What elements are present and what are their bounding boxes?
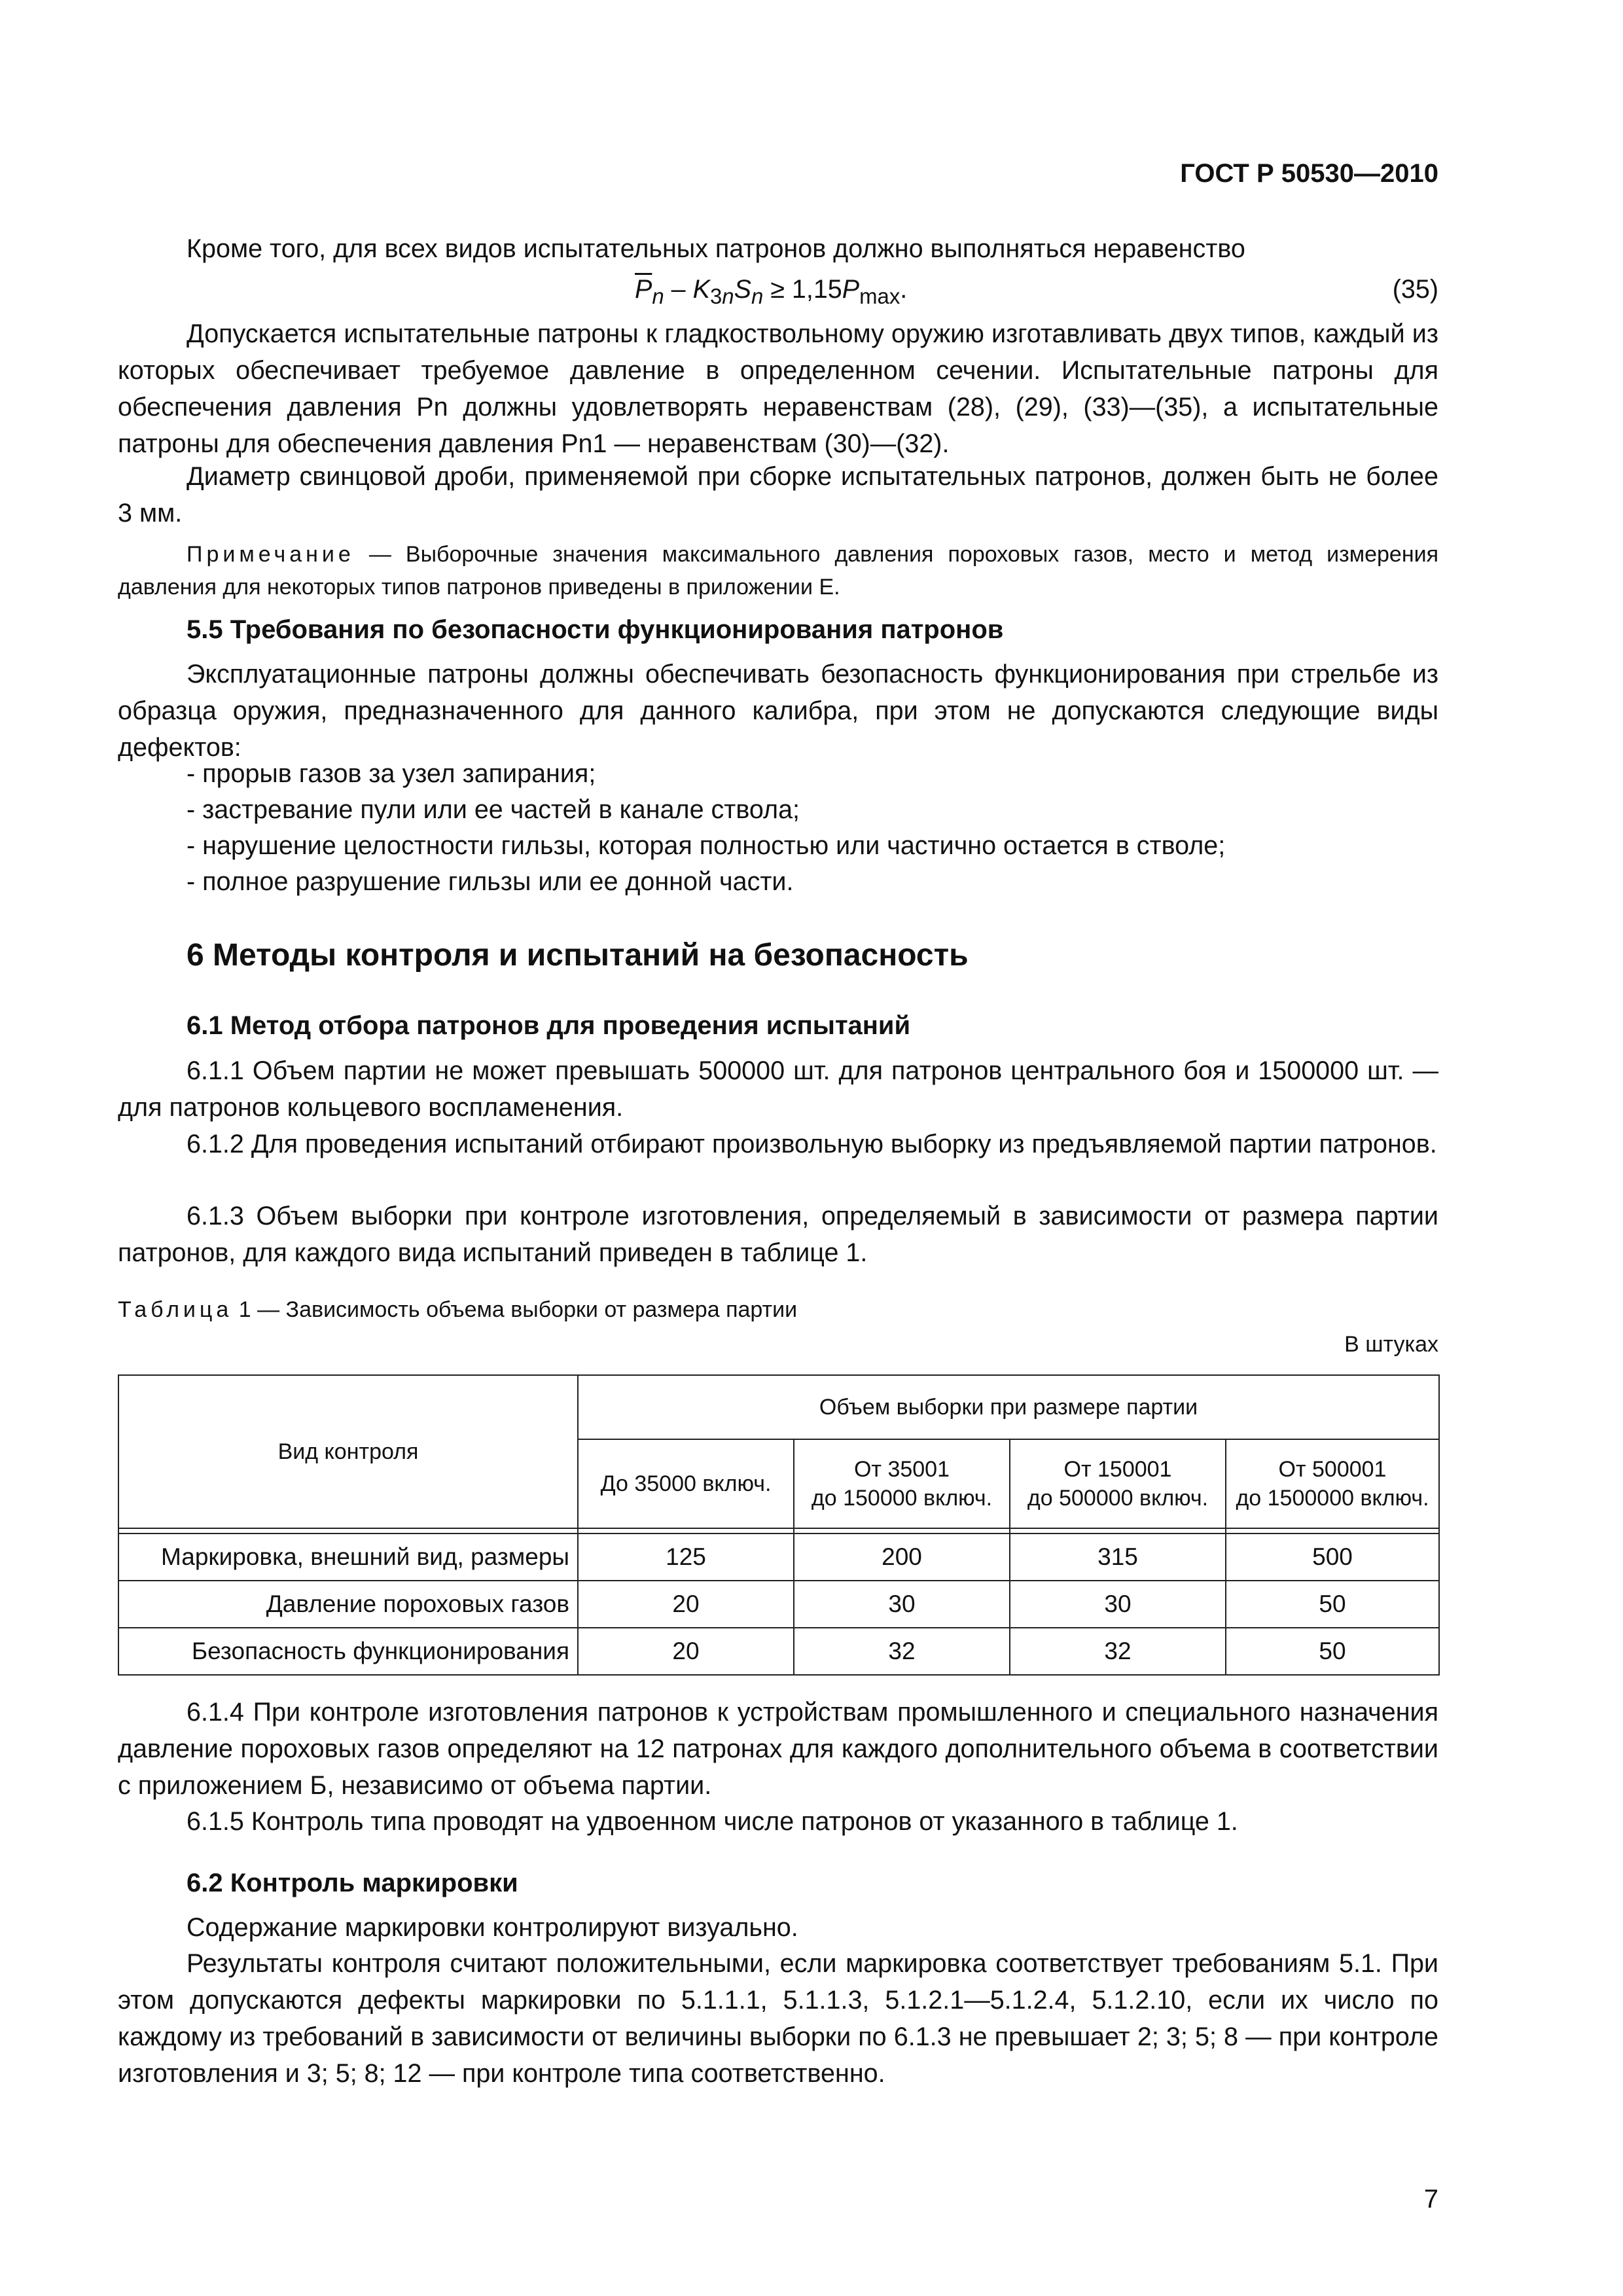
column-header-line: до 150000 включ. [811, 1486, 993, 1511]
column-header-kind: Вид контроля [118, 1375, 578, 1528]
column-header [794, 1439, 1010, 1528]
table-cell: 200 [794, 1534, 1010, 1581]
column-header [1010, 1439, 1226, 1528]
formula-35 [118, 275, 1438, 312]
section-6-heading: 6 Методы контроля и испытаний на безопасность [187, 938, 969, 973]
row-label: Давление пороховых газов [118, 1581, 578, 1628]
table-cell: 30 [794, 1581, 1010, 1628]
table-cell: 315 [1010, 1534, 1226, 1581]
column-header-line: От 500001 [1278, 1457, 1387, 1482]
paragraph-6-1-2: 6.1.2 Для проведения испытаний отбирают произвольную выборку из предъявляемой партии патронов. [187, 1130, 1437, 1158]
table-row [118, 1581, 1439, 1628]
section-5-5-paragraph: Эксплуатационные патроны должны обеспечивать безопасность функционирования при стрельбе из образца оружия, предназначенного для данного калибра, при этом не допускаются следующие виды дефектов: [118, 660, 1438, 762]
table-row [118, 1628, 1439, 1675]
column-header-line: до 1500000 включ. [1236, 1486, 1429, 1511]
table-caption [118, 1297, 797, 1323]
table-caption-label: Таблица [118, 1297, 233, 1322]
defect-item: - застревание пули или ее частей в канале ствола; [187, 795, 800, 824]
table-row [118, 1534, 1439, 1581]
note-label: Примечание [187, 542, 355, 567]
section-5-5-heading: 5.5 Требования по безопасности функционирования патронов [187, 615, 1004, 644]
note-text: — Выборочные значения максимального давления пороховых газов, место и метод измерения давления для некоторых типов патронов приведены в приложении Е. [118, 542, 1438, 600]
page-number: 7 [1423, 2185, 1438, 2214]
table-caption-text: 1 — Зависимость объема выборки от размера партии [232, 1297, 798, 1322]
table-1 [118, 1374, 1440, 1676]
types-paragraph: Допускается испытательные патроны к гладкоствольному оружию изготавливать двух типов, каждый из которых обеспечивает требуемое давление в определенном сечении. Испытательные патроны для обеспечения давления Pn должны удовлетворять неравенствам (28), (29), (33)—(35), а испытательные патроны для обеспечения давления Pn1 — неравенствам (30)—(32). [118, 319, 1438, 458]
table-cell: 32 [794, 1628, 1010, 1675]
table-cell: 500 [1226, 1534, 1439, 1581]
row-label: Маркировка, внешний вид, размеры [118, 1534, 578, 1581]
section-6-2-paragraph-2: Результаты контроля считают положительными, если маркировка соответствует требованиям 5.1. При этом допускаются дефекты маркировки по 5.1.1.1, 5.1.1.3, 5.1.2.1—5.1.2.4, 5.1.2.10, если их число по каждому из требований в зависимости от величины выборки по 6.1.3 не превышает 2; 3; 5; 8 — при контроле изготовления и 3; 5; 8; 12 — при контроле типа соответственно. [118, 1949, 1438, 2088]
section-6-2-paragraph-1: Содержание маркировки контролируют визуально. [187, 1913, 798, 1942]
paragraph-6-1-3: 6.1.3 Объем выборки при контроле изготовления, определяемый в зависимости от размера партии патронов, для каждого вида испытаний приведен в таблице 1. [118, 1202, 1438, 1267]
standard-code: ГОСТ Р 50530—2010 [1180, 159, 1438, 188]
column-header [1226, 1439, 1439, 1528]
table-cell: 20 [578, 1581, 794, 1628]
table-cell: 125 [578, 1534, 794, 1581]
column-header-line: до 500000 включ. [1027, 1486, 1209, 1511]
table-cell: 50 [1226, 1581, 1439, 1628]
defect-item: - полное разрушение гильзы или ее донной части. [187, 867, 794, 896]
formula-number: (35) [1392, 275, 1438, 304]
row-label: Безопасность функционирования [118, 1628, 578, 1675]
defect-item: - прорыв газов за узел запирания; [187, 759, 596, 788]
paragraph-6-1-4: 6.1.4 При контроле изготовления патронов к устройствам промышленного и специального назначения давление пороховых газов определяют на 12 патронах для каждого дополнительного объема в соответствии с приложением Б, независимо от объема партии. [118, 1698, 1438, 1800]
column-group-header: Объем выборки при размере партии [578, 1375, 1439, 1439]
intro-paragraph: Кроме того, для всех видов испытательных патронов должно выполняться неравенство [187, 234, 1245, 263]
defect-item: - нарушение целостности гильзы, которая полностью или частично остается в стволе; [187, 831, 1226, 860]
table-cell: 20 [578, 1628, 794, 1675]
table-unit: В штуках [1344, 1332, 1438, 1357]
column-header-line: От 150001 [1063, 1457, 1172, 1482]
paragraph-6-1-5: 6.1.5 Контроль типа проводят на удвоенном числе патронов от указанного в таблице 1. [187, 1807, 1238, 1836]
column-header-line: До 35000 включ. [600, 1471, 772, 1496]
formula-expression: $\overline{P}_n - K_{3n}S_n \ge 1,15P_{max}$. [635, 275, 908, 308]
table-cell: 32 [1010, 1628, 1226, 1675]
header-separator [118, 1528, 1439, 1534]
table-cell: 50 [1226, 1628, 1439, 1675]
section-6-1-heading: 6.1 Метод отбора патронов для проведения испытаний [187, 1011, 911, 1040]
column-header [578, 1439, 794, 1528]
column-header-line: От 35001 [853, 1457, 950, 1482]
table-cell: 30 [1010, 1581, 1226, 1628]
paragraph-6-1-1: 6.1.1 Объем партии не может превышать 500000 шт. для патронов центрального боя и 1500000 шт. — для патронов кольцевого воспламенения. [118, 1056, 1438, 1122]
shot-diameter-paragraph: Диаметр свинцовой дроби, применяемой при сборке испытательных патронов, должен быть не более 3 мм. [118, 462, 1438, 528]
section-6-2-heading: 6.2 Контроль маркировки [187, 1869, 518, 1897]
note-paragraph [118, 538, 1438, 603]
